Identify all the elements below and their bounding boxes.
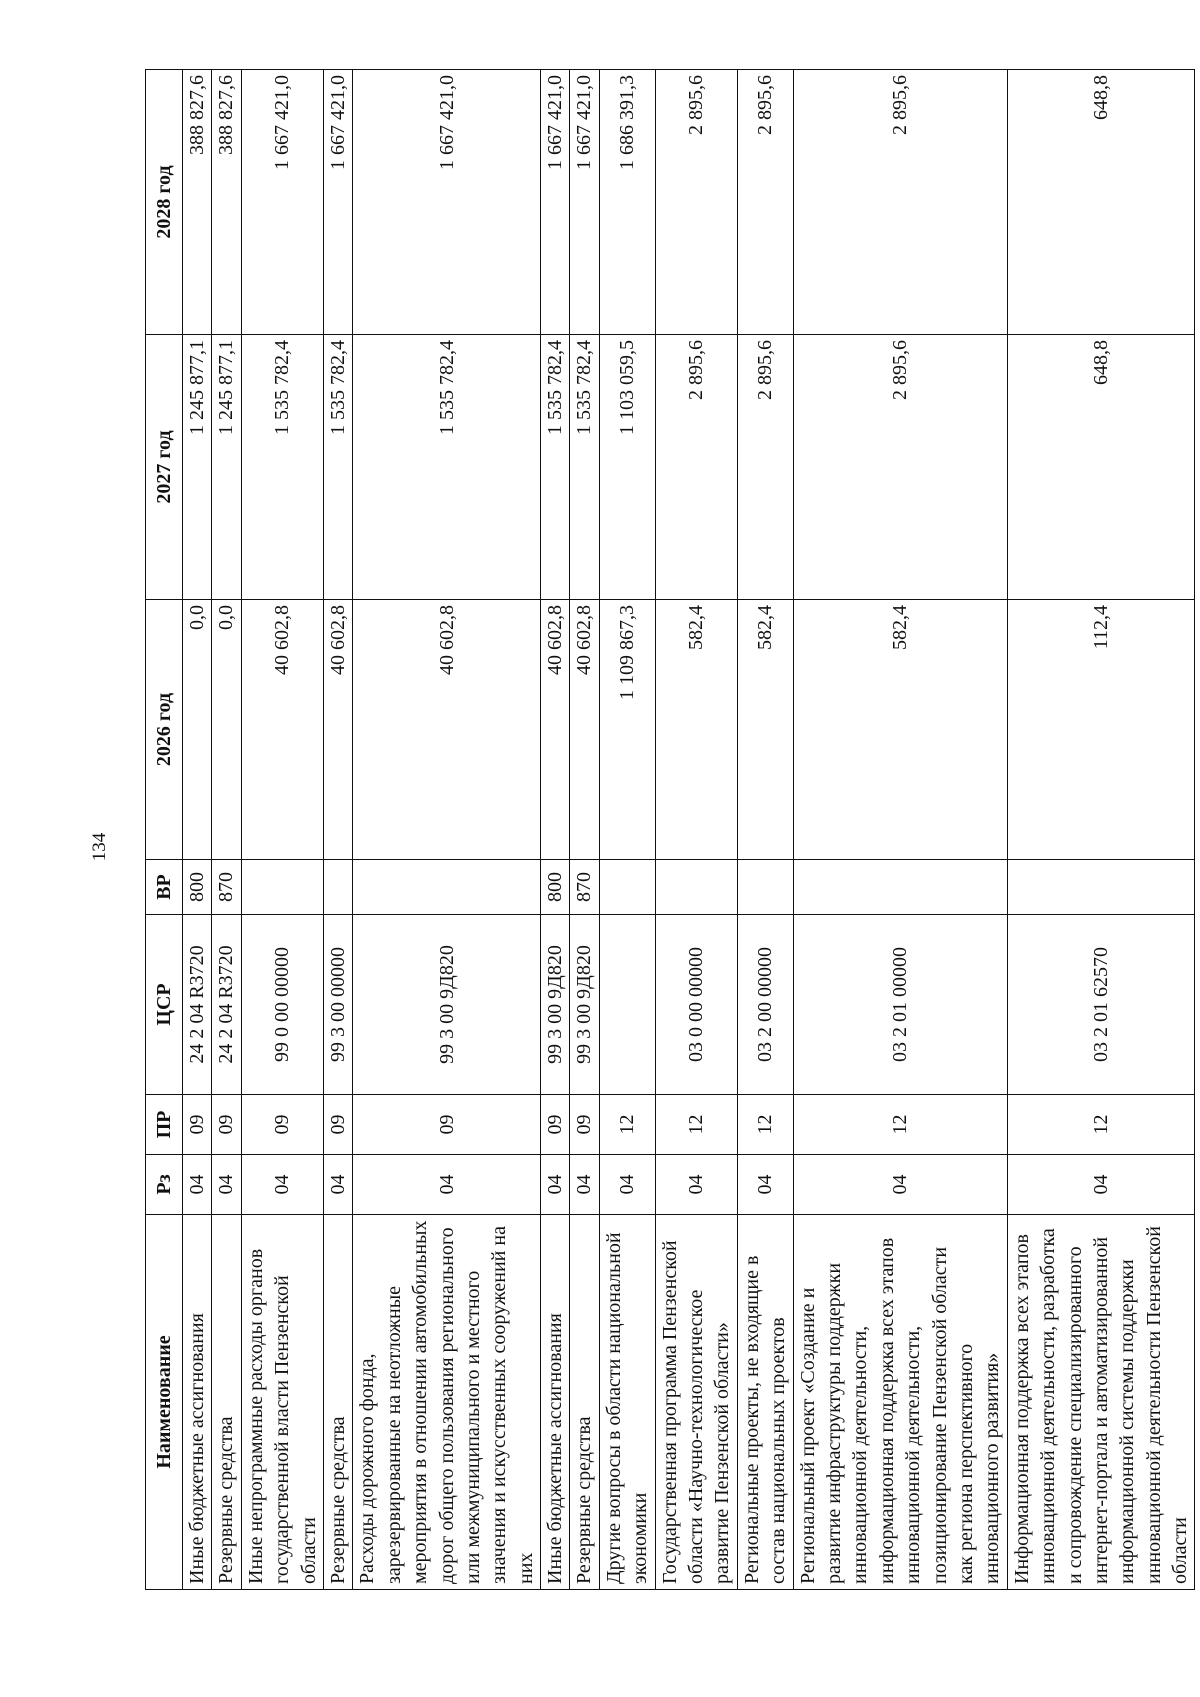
table-row xyxy=(212,70,241,1590)
header-csr: ЦСР xyxy=(146,915,183,1095)
cell-2028: 2 895,6 xyxy=(655,70,737,335)
cell-vr xyxy=(323,860,352,915)
cell-vr: 800 xyxy=(183,860,212,915)
cell-name: Иные бюджетные ассигнования xyxy=(183,1215,212,1590)
cell-2026: 582,4 xyxy=(793,600,1007,860)
cell-rz: 04 xyxy=(183,1155,212,1215)
cell-pr: 09 xyxy=(570,1095,599,1155)
table-row xyxy=(599,70,655,1590)
cell-name: Резервные средства xyxy=(212,1215,241,1590)
cell-rz: 04 xyxy=(353,1155,541,1215)
cell-2027: 1 103 059,5 xyxy=(599,335,655,600)
cell-2026: 582,4 xyxy=(655,600,737,860)
header-vr: ВР xyxy=(146,860,183,915)
header-2028: 2028 год xyxy=(146,70,183,335)
cell-rz: 04 xyxy=(241,1155,323,1215)
cell-rz: 04 xyxy=(737,1155,793,1215)
header-rz: Рз xyxy=(146,1155,183,1215)
cell-2027: 1 535 782,4 xyxy=(323,335,352,600)
cell-pr: 09 xyxy=(241,1095,323,1155)
cell-2028: 648,8 xyxy=(1007,70,1195,335)
budget-table xyxy=(145,69,1195,1590)
cell-rz: 04 xyxy=(541,1155,570,1215)
cell-pr: 09 xyxy=(323,1095,352,1155)
header-pr: ПР xyxy=(146,1095,183,1155)
table-row xyxy=(1007,70,1195,1590)
cell-csr: 03 0 00 00000 xyxy=(655,915,737,1095)
cell-2026: 40 602,8 xyxy=(323,600,352,860)
cell-pr: 12 xyxy=(793,1095,1007,1155)
cell-vr xyxy=(655,860,737,915)
cell-2026: 0,0 xyxy=(212,600,241,860)
cell-name: Другие вопросы в области национальной экономики xyxy=(599,1215,655,1590)
table-row xyxy=(655,70,737,1590)
cell-pr: 12 xyxy=(655,1095,737,1155)
header-2027: 2027 год xyxy=(146,335,183,600)
rotated-table-wrapper xyxy=(145,70,1192,1590)
cell-rz: 04 xyxy=(570,1155,599,1215)
table-row xyxy=(323,70,352,1590)
cell-2027: 1 535 782,4 xyxy=(570,335,599,600)
cell-2027: 1 535 782,4 xyxy=(541,335,570,600)
cell-2027: 2 895,6 xyxy=(655,335,737,600)
cell-rz: 04 xyxy=(323,1155,352,1215)
cell-rz: 04 xyxy=(655,1155,737,1215)
cell-vr xyxy=(737,860,793,915)
cell-name: Информационная поддержка всех этапов инновационной деятельности, разработка и сопровождение специализированного интернет-портала и автоматизированной информационной системы поддержки инновационной деятельности Пензенской области xyxy=(1007,1215,1195,1590)
cell-rz: 04 xyxy=(793,1155,1007,1215)
cell-csr: 99 3 00 00000 xyxy=(323,915,352,1095)
cell-2026: 40 602,8 xyxy=(541,600,570,860)
cell-pr: 09 xyxy=(353,1095,541,1155)
cell-pr: 12 xyxy=(599,1095,655,1155)
cell-csr: 24 2 04 R3720 xyxy=(183,915,212,1095)
cell-csr: 03 2 01 62570 xyxy=(1007,915,1195,1095)
cell-csr xyxy=(599,915,655,1095)
cell-pr: 12 xyxy=(1007,1095,1195,1155)
cell-2026: 40 602,8 xyxy=(570,600,599,860)
table-row xyxy=(737,70,793,1590)
cell-pr: 09 xyxy=(212,1095,241,1155)
cell-csr: 99 3 00 9Д820 xyxy=(570,915,599,1095)
cell-csr: 03 2 01 00000 xyxy=(793,915,1007,1095)
table-header-row xyxy=(146,70,183,1590)
cell-vr xyxy=(353,860,541,915)
cell-csr: 99 3 00 9Д820 xyxy=(353,915,541,1095)
cell-2028: 388 827,6 xyxy=(212,70,241,335)
cell-csr: 24 2 04 R3720 xyxy=(212,915,241,1095)
cell-name: Региональные проекты, не входящие в состав национальных проектов xyxy=(737,1215,793,1590)
cell-2027: 2 895,6 xyxy=(793,335,1007,600)
cell-name: Расходы дорожного фонда, зарезервированные на неотложные мероприятия в отношении автомобильных дорог общего пользования регионального или межмуниципального и местного значения и искусственных сооружений на них xyxy=(353,1215,541,1590)
table-row xyxy=(793,70,1007,1590)
cell-vr xyxy=(599,860,655,915)
cell-2026: 582,4 xyxy=(737,600,793,860)
cell-2027: 1 245 877,1 xyxy=(212,335,241,600)
cell-name: Иные бюджетные ассигнования xyxy=(541,1215,570,1590)
cell-vr: 870 xyxy=(570,860,599,915)
cell-pr: 09 xyxy=(541,1095,570,1155)
cell-vr xyxy=(1007,860,1195,915)
cell-name: Резервные средства xyxy=(323,1215,352,1590)
cell-2028: 1 667 421,0 xyxy=(241,70,323,335)
cell-2028: 1 667 421,0 xyxy=(570,70,599,335)
cell-2028: 388 827,6 xyxy=(183,70,212,335)
cell-rz: 04 xyxy=(599,1155,655,1215)
cell-rz: 04 xyxy=(212,1155,241,1215)
cell-2028: 2 895,6 xyxy=(793,70,1007,335)
cell-2028: 1 686 391,3 xyxy=(599,70,655,335)
cell-vr xyxy=(241,860,323,915)
table-row xyxy=(353,70,541,1590)
header-name: Наименование xyxy=(146,1215,183,1590)
cell-2026: 112,4 xyxy=(1007,600,1195,860)
cell-2028: 1 667 421,0 xyxy=(323,70,352,335)
table-row xyxy=(183,70,212,1590)
cell-2027: 2 895,6 xyxy=(737,335,793,600)
cell-2026: 1 109 867,3 xyxy=(599,600,655,860)
cell-2026: 0,0 xyxy=(183,600,212,860)
cell-2028: 1 667 421,0 xyxy=(353,70,541,335)
header-2026: 2026 год xyxy=(146,600,183,860)
table-row xyxy=(541,70,570,1590)
table-row xyxy=(570,70,599,1590)
cell-rz: 04 xyxy=(1007,1155,1195,1215)
cell-2027: 1 535 782,4 xyxy=(353,335,541,600)
cell-vr xyxy=(793,860,1007,915)
cell-2027: 1 245 877,1 xyxy=(183,335,212,600)
cell-2028: 1 667 421,0 xyxy=(541,70,570,335)
cell-csr: 99 3 00 9Д820 xyxy=(541,915,570,1095)
cell-2027: 648,8 xyxy=(1007,335,1195,600)
cell-csr: 03 2 00 00000 xyxy=(737,915,793,1095)
cell-pr: 12 xyxy=(737,1095,793,1155)
cell-name: Иные непрограммные расходы органов государственной власти Пензенской области xyxy=(241,1215,323,1590)
cell-vr: 870 xyxy=(212,860,241,915)
cell-2028: 2 895,6 xyxy=(737,70,793,335)
cell-vr: 800 xyxy=(541,860,570,915)
table-row xyxy=(241,70,323,1590)
cell-2026: 40 602,8 xyxy=(241,600,323,860)
cell-name: Государственная программа Пензенской области «Научно-технологическое развитие Пензенской области» xyxy=(655,1215,737,1590)
cell-csr: 99 0 00 00000 xyxy=(241,915,323,1095)
cell-name: Региональный проект «Создание и развитие инфраструктуры поддержки инновационной деятельности, информационная поддержка всех этапов инновационной деятельности, позиционирование Пензенской области как региона перспективного инновационного развития» xyxy=(793,1215,1007,1590)
cell-2027: 1 535 782,4 xyxy=(241,335,323,600)
cell-2026: 40 602,8 xyxy=(353,600,541,860)
cell-pr: 09 xyxy=(183,1095,212,1155)
cell-name: Резервные средства xyxy=(570,1215,599,1590)
table-body xyxy=(183,70,1195,1590)
page-number: 134 xyxy=(89,832,110,862)
